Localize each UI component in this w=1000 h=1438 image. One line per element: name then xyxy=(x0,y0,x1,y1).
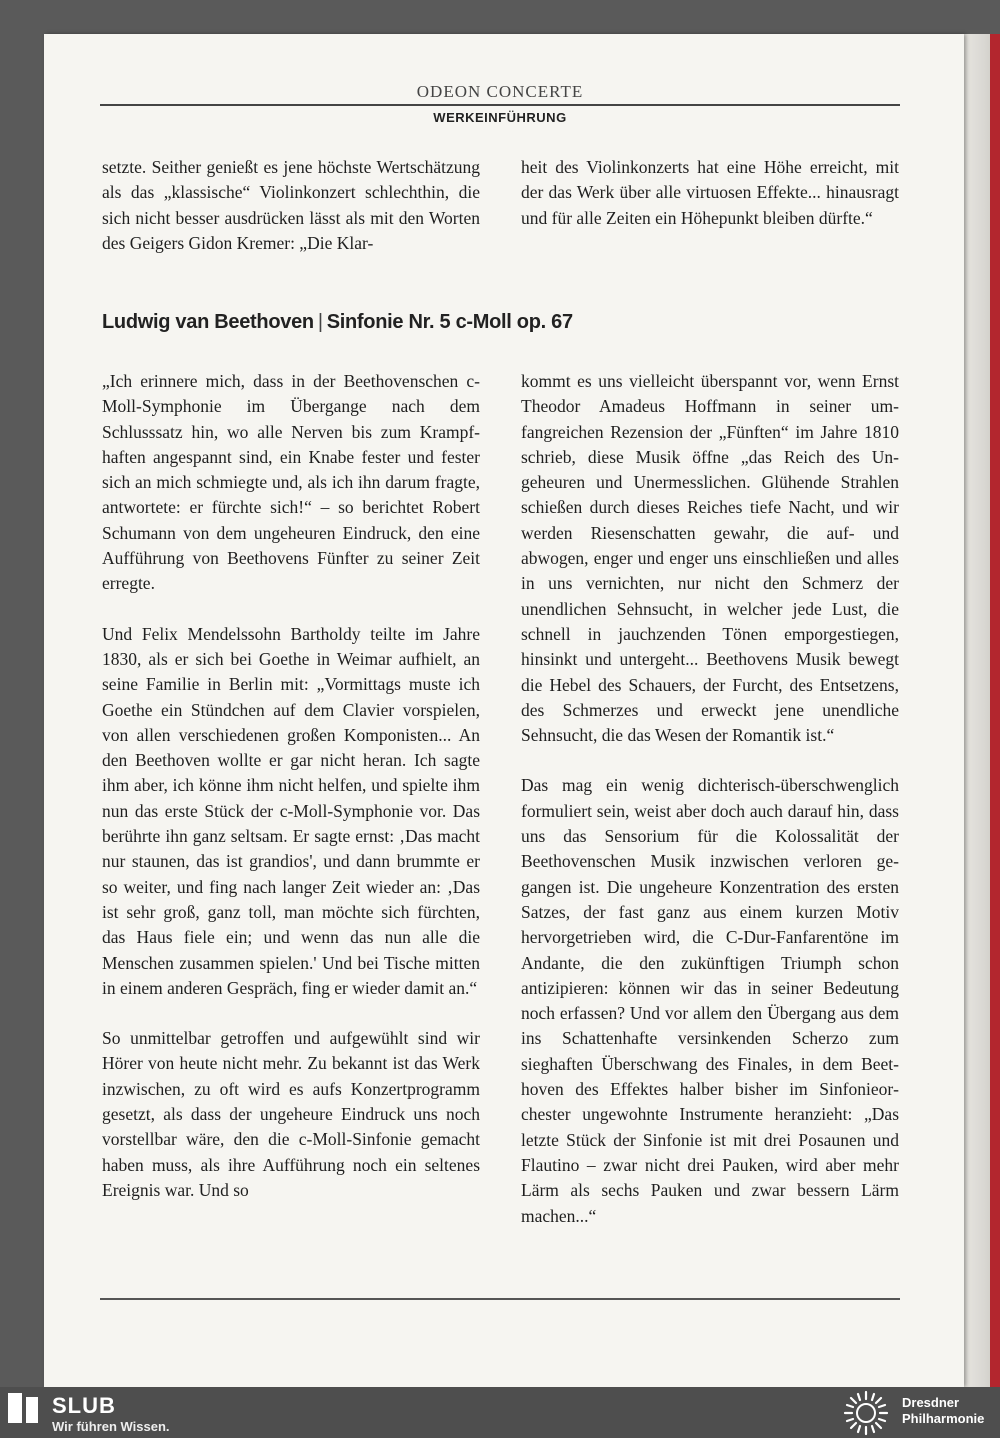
intro-right-paragraph: heit des Violinkonzerts hat eine Höhe erreicht, mit der das Werk über alle virtuosen Effekte... hinausragt und für alle Zeiten ein Höhepunkt bleiben dürfte.“ xyxy=(521,157,899,228)
composer-name: Ludwig van Beethoven xyxy=(102,311,314,333)
work-title: Sinfonie Nr. 5 c-Moll op. 67 xyxy=(326,311,573,333)
header-rule xyxy=(100,104,900,106)
intro-left-column xyxy=(102,155,480,281)
right-column xyxy=(521,369,899,1254)
left-paragraph-2: Und Felix Mendelssohn Bartholdy teilte im Jahre 1830, als er sich bei Goethe in Weimar aufhielt, an seine Familie in Berlin mit: „Vormittags muste ich Goethe ein Stündchen auf dem Clavier vorspielen, von allen verschiedenen großen Komponisten... An den Beethoven wollte er gar nicht heran. Ich sagte ihm aber, ich könne ihm nicht helfen, und spielte ihm nun das erste Stück der c-Moll-Symphonie vor. Das berührte ihn ganz seltsam. Er sagte ernst: ‚Das macht nur staunen, das ist grandios', und dann brummte er so weiter, und fing nach langer Zeit wieder an: ‚Das ist sehr groß, ganz toll, man möchte sich fürchten, das Haus fiele ein; und wenn das nun alle die Menschen zusammen spielen.' Und bei Tische mitten in einem anderen Gespräch, fing er wieder damit an.“ xyxy=(102,623,480,998)
heading-separator: | xyxy=(317,311,323,333)
right-paragraph-2: Das mag ein wenig dichterisch-überschwenglich formuliert sein, weist aber doch auch darauf hin, dass uns das Sensorium für die Kolossalität der Beethovenschen Musik inzwischen verloren gegangen ist. Die ungeheure Konzentration des ersten Satzes, der fast ganz aus einem kurzen Motiv hervorgetrieben wird, die C-Dur-Fanfarentöne im Andante, die den zukünftigen Triumph schon antizipieren: können wir das in seiner Bedeutung noch erfassen? Und vor allem den Übergang aus dem ins Schattenhafte versinkenden Scherzo zum sieghaften Überschwang des Finales, in dem Beethoven des Effektes halber bisher im Sinfonieorchester ungewohnte Instrumente heranzieht: „Das letzte Stück der Sinfonie ist mit drei Posaunen und Flautino – zwar nicht drei Pauken, wird aber mehr Lärm als sechs Pauken und zwar bessern Lärm machen...“ xyxy=(521,775,899,1226)
intro-left-paragraph: setzte. Seither genießt es jene höchste Wertschätzung als das „klassische“ Violinkonzert schlechthin, die sich nicht besser ausdrücken lässt als mit den Worten des Geigers Gidon Kremer: „Die Klar- xyxy=(102,157,480,253)
philharmonie-logo-icon[interactable] xyxy=(842,1389,890,1437)
slub-logo-icon[interactable] xyxy=(8,1393,42,1427)
running-header xyxy=(100,80,900,127)
red-page-tab xyxy=(990,34,1000,1387)
header-subtitle: WERKEINFÜHRUNG xyxy=(433,110,567,125)
philharmonie-line-2: Philharmonie xyxy=(902,1411,985,1426)
philharmonie-name[interactable] xyxy=(902,1395,984,1427)
right-paragraph-1: kommt es uns vielleicht überspannt vor, wenn Ernst Theodor Amadeus Hoffmann in seiner umfangreichen Rezension der „Fünften“ im Jahre 1810 schrieb, diese Musik öffne „das Reich des Ungeheuren und Unermesslichen. Glühende Strahlen schießen durch dieses Reiches tiefe Nacht, und wir werden Riesenschatten gewahr, die auf- und abwogen, enger und enger uns einschließen und alles in uns vernichten, nur nicht den Schmerz der unendlichen Sehnsucht, in welcher jede Lust, die schnell in jauchzenden Tönen emporgestiegen, hinsinkt und untergeht... Beethovens Musik bewegt die Hebel des Schauers, der Furcht, des Entsetzens, des Schmerzes und erweckt jene unendliche Sehnsucht, die das Wesen der Romantik ist.“ xyxy=(521,371,899,746)
slub-tagline: Wir führen Wissen. xyxy=(52,1419,170,1434)
header-title: ODEON CONCERTE xyxy=(416,82,584,101)
slub-name[interactable]: SLUB xyxy=(52,1393,116,1418)
viewer-footer-bar xyxy=(0,1387,1000,1438)
left-column xyxy=(102,369,480,1228)
left-paragraph-3: So unmittelbar getroffen und aufgewühlt sind wir Hörer von heute nicht mehr. Zu bekannt ist das Werk inzwischen, zu oft wird es aufs Konzertprogramm gesetzt, als dass der ungeheure Eindruck uns noch vorstellbar wäre, den die c-Moll-Sinfonie gemacht haben muss, als ihre Aufführung noch ein seltenes Ereignis war. Und so xyxy=(102,1028,480,1200)
philharmonie-line-1: Dresdner xyxy=(902,1395,960,1410)
left-paragraph-1: „Ich erinnere mich, dass in der Beethovenschen c-Moll-Symphonie im Übergange nach dem Schlusssatz hin, wo alle Nerven bis zum Krampfhaften angespannt sind, ein Knabe fester und fester sich an mich schmiegte und, als ich ihn darum fragte, antwortete: er fürchte sich!“ – so berichtet Robert Schumann von dem ungeheuren Eindruck, den eine Aufführung von Beethovens Fünfter zu seiner Zeit erregte. xyxy=(102,371,480,594)
section-heading xyxy=(102,311,902,334)
intro-right-column xyxy=(521,155,899,256)
footer-rule xyxy=(100,1298,900,1300)
